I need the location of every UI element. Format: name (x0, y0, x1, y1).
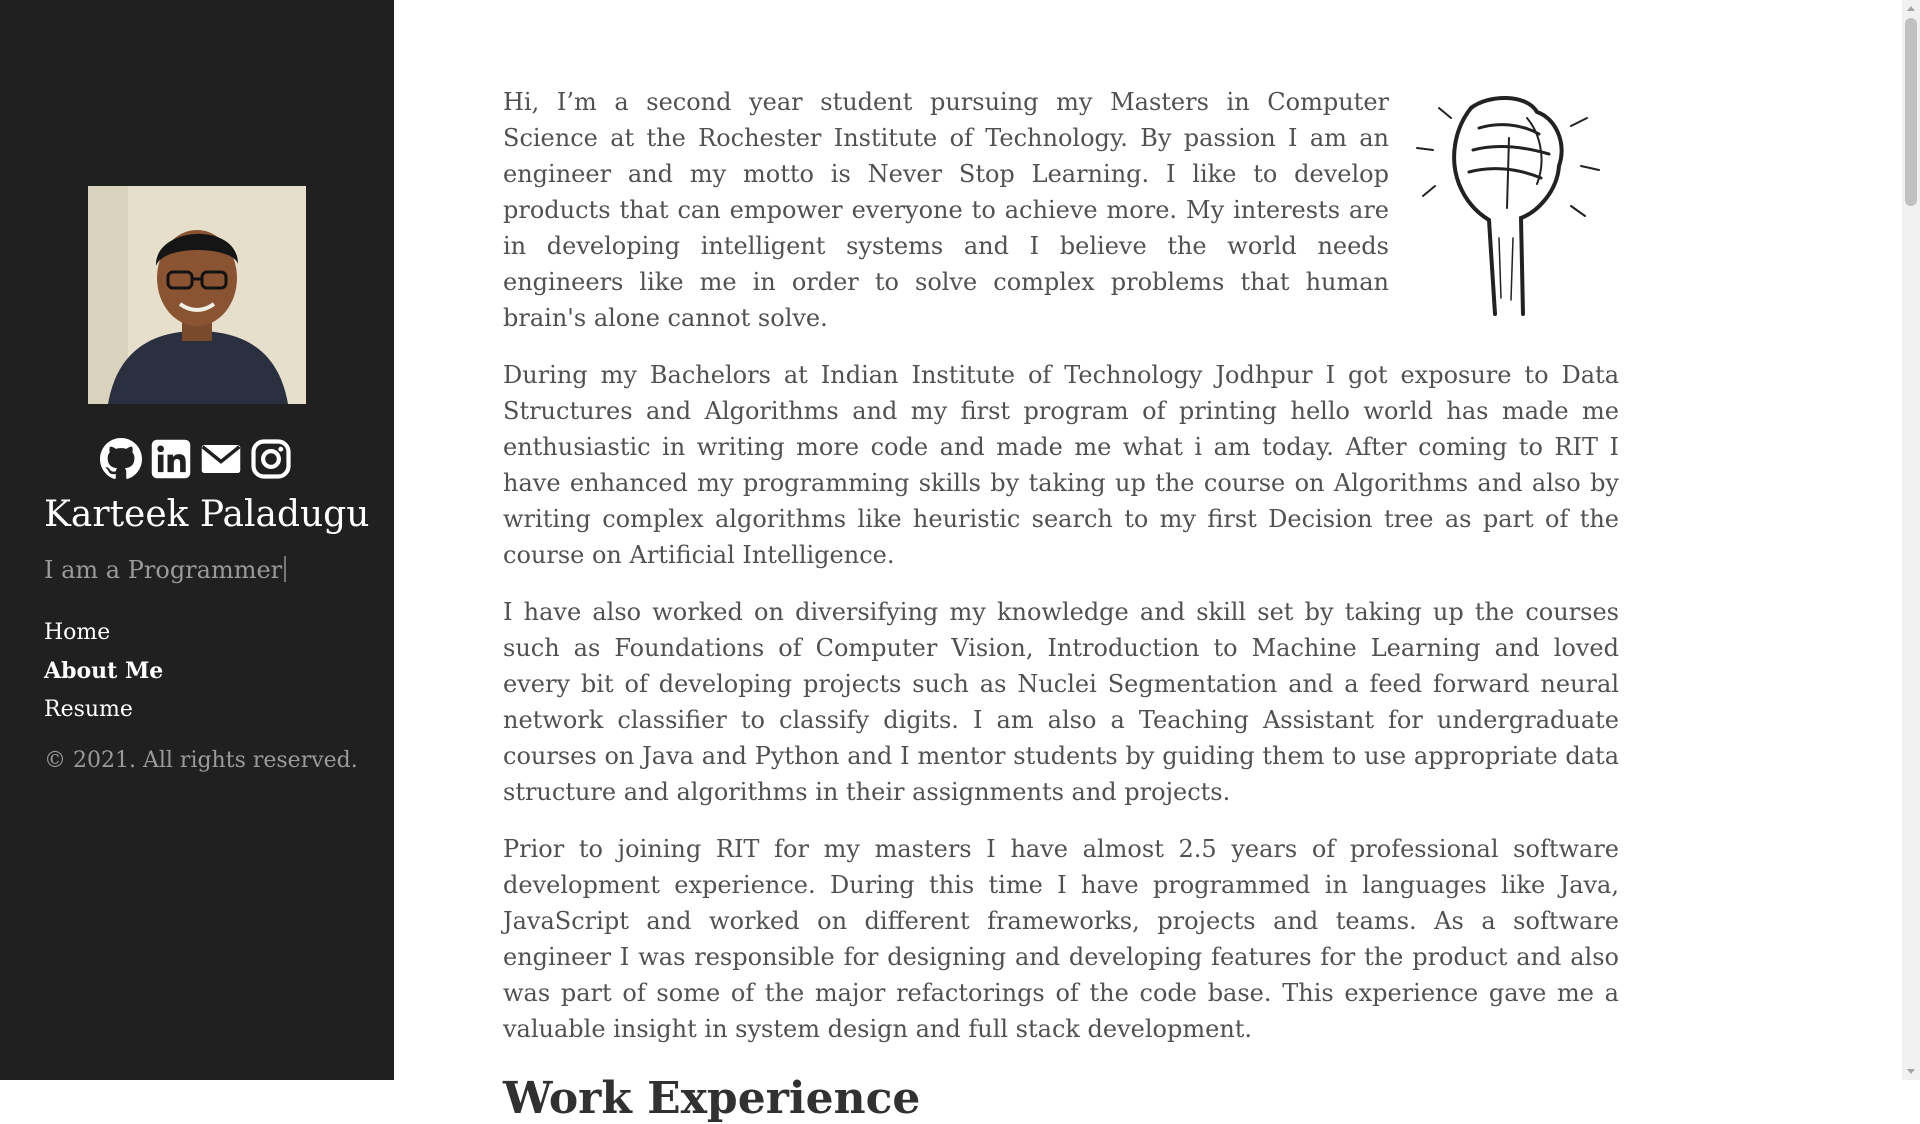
about-paragraph-2: During my Bachelors at Indian Institute of Technology Jodhpur I got exposure to Data Structures and Algorithms and my first program of printing hello world has made me enthusiastic in writing more code and made me what i am today. After coming to RIT I have enhanced my programming skills by taking up the course on Algorithms and also by writing complex algorithms like heuristic search to my first Decision tree as part of the course on Artificial Intelligence. (503, 361, 1619, 569)
tagline-text: I am a Programmer (44, 556, 283, 584)
page-scrollbar[interactable] (1902, 0, 1920, 1080)
nav-item-home[interactable] (44, 614, 163, 652)
copyright: © 2021. All rights reserved. (44, 748, 358, 773)
scrollbar-thumb[interactable] (1905, 18, 1917, 206)
site-name: Karteek Paladugu (44, 494, 370, 535)
about-paragraph-1: Hi, I’m a second year student pursuing my Masters in Computer Science at the Rochester Institute of Technology. By passion I am an engineer and my motto is Never Stop Learning. I like to develop products that can empower everyone to achieve more. My interests are in developing intelligent systems and I believe the world needs engineers like me in order to solve complex problems that human brain's alone cannot solve. (503, 88, 1389, 332)
about-paragraph-3: I have also worked on diversifying my knowledge and skill set by taking up the courses such as Foundations of Computer Vision, Introduction to Machine Learning and loved every bit of developing projects such as Nuclei Segmentation and a feed forward neural network classifier to classify digits. I am also a Teaching Assistant for undergraduate courses on Java and Python and I mentor students by guiding them to use appropriate data structure and algorithms in their assignments and projects. (503, 598, 1619, 806)
nav-link-home[interactable]: Home (44, 620, 111, 645)
nav-item-about-me[interactable] (44, 652, 163, 691)
nav-link-about-me[interactable]: About Me (44, 658, 164, 684)
main-content (503, 84, 1619, 1124)
scroll-down-arrow-icon[interactable] (1907, 1069, 1915, 1074)
linkedin-icon[interactable] (150, 438, 192, 480)
typing-cursor (284, 556, 286, 582)
sidebar-nav (44, 614, 163, 729)
github-icon[interactable] (100, 438, 142, 480)
section-heading-work-experience: Work Experience (503, 1073, 921, 1124)
avatar (88, 186, 306, 404)
social-links (100, 438, 292, 480)
about-paragraph-4: Prior to joining RIT for my masters I have almost 2.5 years of professional software development experience. During this time I have programmed in languages like Java, JavaScript and worked on different frameworks, projects and teams. As a software engineer I was responsible for designing and developing features for the product and also was part of some of the major refactorings of the code base. This experience gave me a valuable insight in system design and full stack development. (503, 835, 1619, 1043)
scroll-up-arrow-icon[interactable] (1907, 6, 1915, 11)
nav-link-resume[interactable]: Resume (44, 697, 133, 722)
instagram-icon[interactable] (250, 438, 292, 480)
mail-icon[interactable] (200, 438, 242, 480)
tagline (44, 556, 286, 584)
fist-illustration (1409, 88, 1619, 318)
sidebar (0, 0, 394, 1080)
nav-item-resume[interactable] (44, 691, 163, 729)
